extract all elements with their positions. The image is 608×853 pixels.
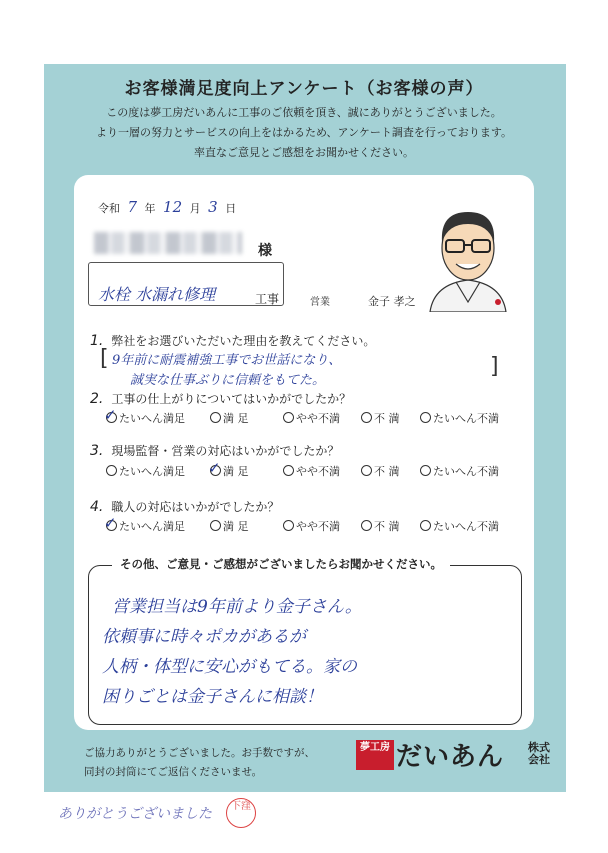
q2-option-very-dissatisfied[interactable] [420,410,499,426]
question-4-number: 4. [90,499,104,515]
q3-radio-5[interactable] [420,465,431,476]
q3-option-satisfied[interactable] [208,459,283,479]
handwritten-thanks-note: ありがとうございました [58,806,212,822]
q2-option-very-satisfied[interactable] [104,406,210,426]
survey-title: お客様満足度向上アンケート（お客様の声） [124,79,484,99]
date-month-unit: 月 [189,202,201,215]
q3-option-label: たいへん不満 [433,465,499,478]
q3-option-very-satisfied[interactable] [106,463,210,479]
approval-stamp: 下窪 [226,798,256,828]
footer-line-2: 同封の封筒にてご返信くださいませ。 [84,766,263,778]
q3-option-very-dissatisfied[interactable] [420,463,499,479]
question-1-answer-line-1: 9年前に耐震補強工事でお世話になり、 [112,353,342,368]
q2-option-label: たいへん満足 [119,412,185,425]
check-mark-icon: ✓ [104,514,117,532]
q4-option-label: やや不満 [296,520,340,533]
q3-option-somewhat-dissatisfied[interactable] [283,463,361,479]
question-1-answer-line-2: 誠実な仕事ぶりに信頼をもてた。 [130,373,326,388]
q4-option-label: たいへん満足 [119,520,185,533]
date-field [98,198,236,216]
q4-radio-2[interactable] [210,520,221,531]
check-mark-icon: ✓ [208,459,221,477]
sales-avatar-illustration [426,202,510,312]
q4-option-label: 満 足 [223,520,249,533]
sales-name: 金子 孝之 [368,295,416,308]
q3-option-dissatisfied[interactable] [361,463,420,479]
intro-line-1: この度は夢工房だいあんに工事のご依頼を頂き、誠にありがとうございました。 [106,106,502,119]
q2-option-label: 満 足 [223,412,249,425]
q3-option-label: たいへん満足 [119,465,185,478]
q2-radio-5[interactable] [420,412,431,423]
intro-line-2: より一層の努力とサービスの向上をはかるため、アンケート調査を行っております。 [95,126,513,139]
q2-option-somewhat-dissatisfied[interactable] [283,410,361,426]
q2-radio-3[interactable] [283,412,294,423]
q4-radio-4[interactable] [361,520,372,531]
answer-bracket-left: [ [100,346,109,371]
q4-radio-5[interactable] [420,520,431,531]
intro-line-3: 率直なご意見とご感想をお聞かせください。 [194,146,414,159]
q4-radio-1[interactable] [104,514,117,532]
question-3-number: 3. [90,443,104,459]
q4-option-satisfied[interactable] [210,518,283,534]
question-4-text: 職人の対応はいかがでしたか？ [111,500,280,514]
q2-radio-2[interactable] [210,412,221,423]
q2-option-label: たいへん不満 [433,412,499,425]
date-year: 7 [127,198,138,216]
date-month: 12 [163,198,183,216]
q3-radio-3[interactable] [283,465,294,476]
question-4-options [104,514,499,534]
q4-option-label: たいへん不満 [433,520,499,533]
other-comments-title: その他、ご意見・ご感想がございましたらお聞かせください。 [112,556,450,572]
q4-option-dissatisfied[interactable] [361,518,420,534]
date-era: 令和 [98,202,120,215]
q2-option-dissatisfied[interactable] [361,410,420,426]
project-suffix: 工事 [255,292,280,306]
customer-honorific: 様 [258,243,272,259]
question-2-number: 2. [90,391,104,407]
project-handwritten: 水栓 水漏れ修理 [98,285,216,304]
date-day: 3 [208,198,218,216]
q4-option-very-dissatisfied[interactable] [420,518,499,534]
comment-line-3: 人柄・体型に安心がもてる。家の [102,657,357,677]
q3-radio-2[interactable] [208,459,221,477]
question-2-options [104,406,499,426]
q3-radio-1[interactable] [106,465,117,476]
question-3-options [106,459,499,479]
q3-radio-4[interactable] [361,465,372,476]
logo-suffix: 株式会社 [528,741,550,766]
q3-option-label: 満 足 [223,465,249,478]
q2-radio-4[interactable] [361,412,372,423]
footer-line-1: ご協力ありがとうございました。お手数ですが、 [84,747,315,759]
q4-radio-3[interactable] [283,520,294,531]
comment-line-2: 依頼事に時々ポカがあるが [102,627,306,647]
question-2 [90,390,351,407]
question-3 [90,442,339,459]
customer-name-redacted [94,232,242,254]
sales-label: 営業 [310,297,330,308]
q2-option-satisfied[interactable] [210,410,283,426]
q2-radio-1[interactable] [104,406,117,424]
question-2-text: 工事の仕上がりについてはいかがでしたか？ [111,392,352,406]
question-1-number: 1. [90,333,104,349]
date-day-unit: 日 [225,202,237,215]
question-4 [90,498,279,515]
q2-option-label: 不 満 [374,412,400,425]
answer-bracket-right: ] [490,354,499,379]
q4-option-label: 不 満 [374,520,400,533]
date-year-unit: 年 [144,202,156,215]
q4-option-very-satisfied[interactable] [104,514,210,534]
question-1-text: 弊社をお選びいただいた理由を教えてください。 [111,334,376,348]
q3-option-label: 不 満 [374,465,400,478]
logo-name: だいあん [396,742,505,772]
q4-option-somewhat-dissatisfied[interactable] [283,518,361,534]
question-1 [90,332,375,349]
check-mark-icon: ✓ [104,406,117,424]
q2-option-label: やや不満 [296,412,340,425]
comment-line-1: 営業担当は9年前より金子さん。 [112,597,362,617]
comment-line-4: 困りごとは金子さんに相談！ [102,687,323,707]
logo-mark: 夢工房 [356,740,394,770]
question-3-text: 現場監督・営業の対応はいかがでしたか？ [111,444,340,458]
q3-option-label: やや不満 [296,465,340,478]
